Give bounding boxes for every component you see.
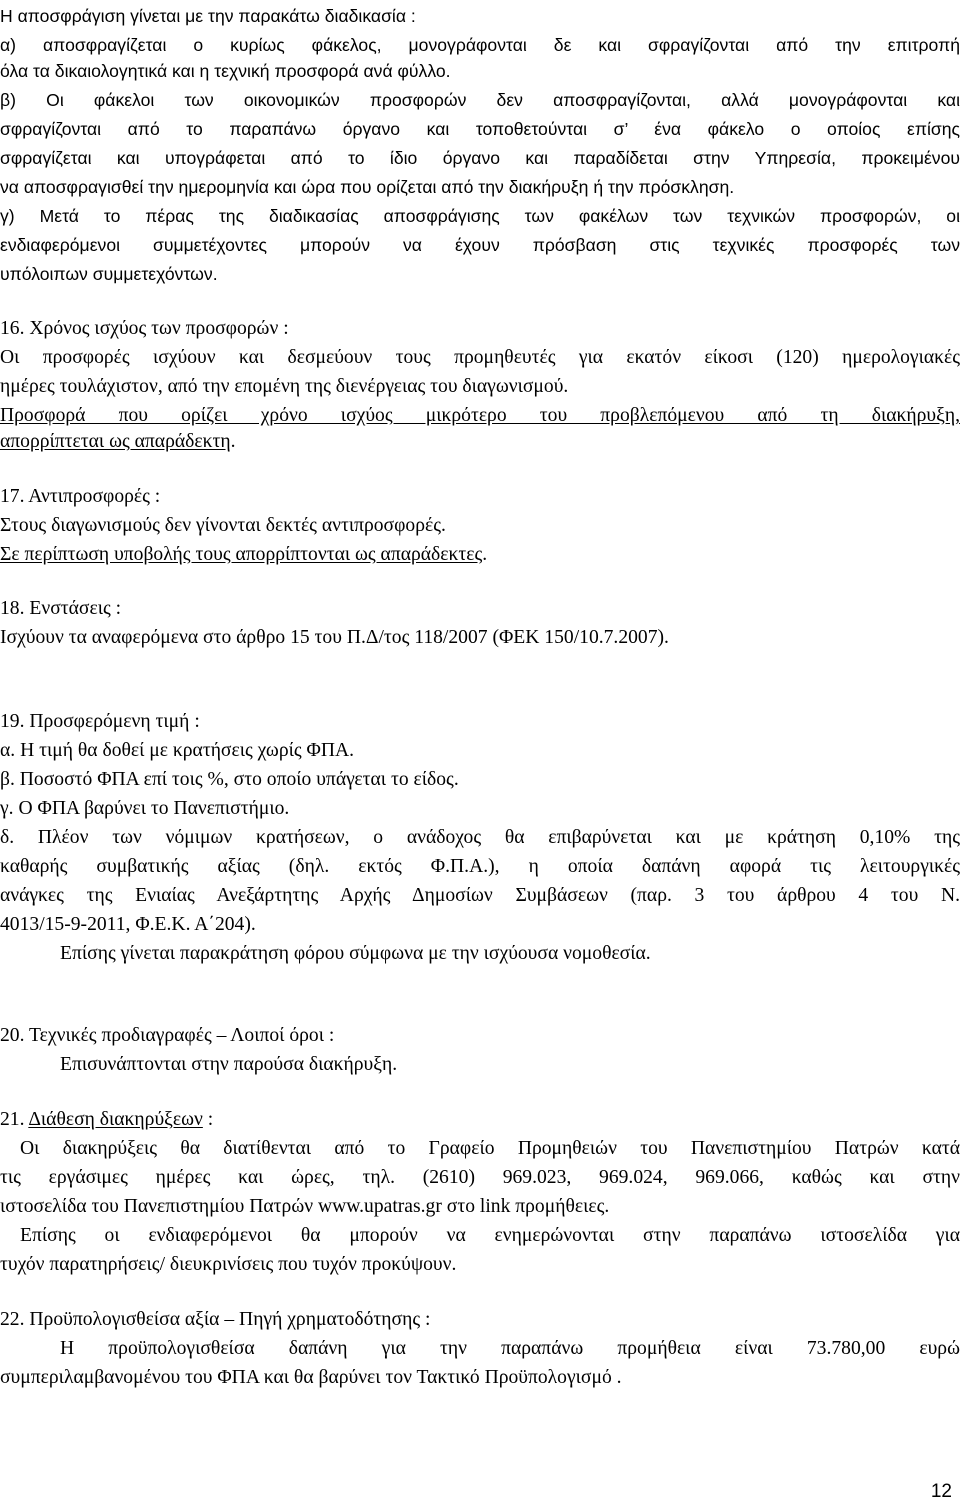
section-19-item-d-line4: 4013/15-9-2011, Φ.Ε.Κ. Α΄204). — [0, 914, 256, 935]
section-19-item-b: β. Ποσοστό ΦΠΑ επί τοις %, στο οποίο υπάγεται το είδος. — [0, 769, 459, 790]
section-22-title: 22. Προϋπολογισθείσα αξία – Πηγή χρηματοδότησης : — [0, 1309, 431, 1330]
section-17-line1: Στους διαγωνισμούς δεν γίνονται δεκτές αντιπροσφορές. — [0, 515, 446, 536]
procedure-item-c-line3: υπόλοιπων συμμετεχόντων. — [0, 264, 218, 284]
section-19-item-c: γ. Ο ΦΠΑ βαρύνει το Πανεπιστήμιο. — [0, 798, 290, 819]
procedure-item-b-line3: σφραγίζεται και υπογράφεται από το ίδιο όργανο και παραδίδεται στην Υπηρεσία, προκειμένου — [0, 148, 960, 168]
section-17-rejection-period: . — [482, 544, 488, 565]
section-21-line2: τις εργάσιμες ημέρες και ώρες, τηλ. (2610) 969.023, 969.024, 969.066, καθώς και στην — [0, 1167, 960, 1188]
section-19-item-d-line1: δ. Πλέον των νόμιμων κρατήσεων, ο ανάδοχος θα επιβαρύνεται και με κράτηση 0,10% της — [0, 827, 960, 848]
section-19-item-d-line3: ανάγκες της Ενιαίας Ανεξάρτητης Αρχής Δημοσίων Συμβάσεων (παρ. 3 του άρθρου 4 του Ν. — [0, 885, 960, 906]
section-20-title: 20. Τεχνικές προδιαγραφές – Λοιποί όροι : — [0, 1025, 335, 1046]
section-20-line1: Επισυνάπτονται στην παρούσα διακήρυξη. — [60, 1054, 398, 1075]
procedure-item-c-line2: ενδιαφερόμενοι συμμετέχοντες μπορούν να έχουν πρόσβαση στις τεχνικές προσφορές των — [0, 235, 960, 255]
section-19-tax-note: Επίσης γίνεται παρακράτηση φόρου σύμφωνα με την ισχύουσα νομοθεσία. — [60, 943, 651, 964]
section-21-line1: Οι διακηρύξεις θα διατίθενται από το Γραφείο Προμηθειών του Πανεπιστημίου Πατρών κατά — [20, 1138, 960, 1159]
section-21-line3: ιστοσελίδα του Πανεπιστημίου Πατρών www.upatras.gr στο link προμήθειες. — [0, 1196, 610, 1217]
section-16-warning-line2 — [0, 430, 960, 454]
section-21-title — [0, 1108, 960, 1132]
section-17-line2 — [0, 543, 960, 567]
section-16-title: 16. Χρόνος ισχύος των προσφορών : — [0, 318, 289, 339]
section-17-rejection-text: Σε περίπτωση υποβολής τους απορρίπτονται ως απαράδεκτες — [0, 544, 483, 565]
procedure-item-b-line4: να αποσφραγισθεί την ημερομηνία και ώρα που ορίζεται από την διακήρυξη ή την πρόσκληση. — [0, 177, 735, 197]
section-19-item-a: α. Η τιμή θα δοθεί με κρατήσεις χωρίς ΦΠΑ. — [0, 740, 355, 761]
section-17-title: 17. Αντιπροσφορές : — [0, 486, 161, 507]
procedure-item-a: α) αποσφραγίζεται ο κυρίως φάκελος, μονογράφονται δε και σφραγίζονται από την επιτροπή — [0, 35, 960, 55]
section-16-line1: Οι προσφορές ισχύουν και δεσμεύουν τους προμηθευτές για εκατόν είκοσι (120) ημερολογιακές — [0, 347, 960, 368]
section-18-title: 18. Ενστάσεις : — [0, 598, 122, 619]
section-21-title-text: Διάθεση διακηρύξεων — [28, 1109, 203, 1130]
procedure-item-a-cont: όλα τα δικαιολογητικά και η τεχνική προσφορά ανά φύλλο. — [0, 61, 451, 81]
section-22-line2: συμπεριλαμβανομένου του ΦΠΑ και θα βαρύνει τον Τακτικό Προϋπολογισμό . — [0, 1367, 622, 1388]
section-19-title: 19. Προσφερόμενη τιμή : — [0, 711, 200, 732]
procedure-item-b-line1: β) Οι φάκελοι των οικονομικών προσφορών δεν αποσφραγίζονται, αλλά μονογράφονται και — [0, 90, 960, 110]
section-16-warning-line1: Προσφορά που ορίζει χρόνο ισχύος μικρότερο του προβλεπόμενου από τη διακήρυξη, — [0, 405, 960, 426]
procedure-item-c-line1: γ) Μετά το πέρας της διαδικασίας αποσφράγισης των φακέλων των τεχνικών προσφορών, οι — [0, 206, 960, 226]
procedure-heading: Η αποσφράγιση γίνεται με την παρακάτω διαδικασία : — [0, 6, 416, 26]
section-21-line5: τυχόν παρατηρήσεις/ διευκρινίσεις που τυχόν προκύψουν. — [0, 1254, 457, 1275]
section-16-warning-text: απορρίπτεται ως απαράδεκτη — [0, 431, 231, 452]
section-16-warning-period: . — [230, 431, 236, 452]
section-16-line2: ημέρες τουλάχιστον, από την επομένη της διενέργειας του διαγωνισμού. — [0, 376, 569, 397]
page-number: 12 — [930, 1481, 952, 1502]
section-18-line1: Ισχύουν τα αναφερόμενα στο άρθρο 15 του Π.Δ/τος 118/2007 (ΦΕΚ 150/10.7.2007). — [0, 627, 669, 648]
section-22-line1: Η προϋπολογισθείσα δαπάνη για την παραπάνω προμήθεια είναι 73.780,00 ευρώ — [60, 1338, 960, 1359]
section-19-item-d-line2: καθαρής συμβατικής αξίας (δηλ. εκτός Φ.Π.Α.), η οποία δαπάνη αφορά τις λειτουργικές — [0, 856, 960, 877]
procedure-item-b-line2: σφραγίζονται από το παραπάνω όργανο και τοποθετούνται σ’ ένα φάκελο ο οποίος επίσης — [0, 119, 960, 139]
section-21-title-number: 21. — [0, 1109, 29, 1130]
section-21-line4: Επίσης οι ενδιαφερόμενοι θα μπορούν να ενημερώνονται στην παραπάνω ιστοσελίδα για — [20, 1225, 960, 1246]
section-21-title-colon: : — [202, 1109, 214, 1130]
